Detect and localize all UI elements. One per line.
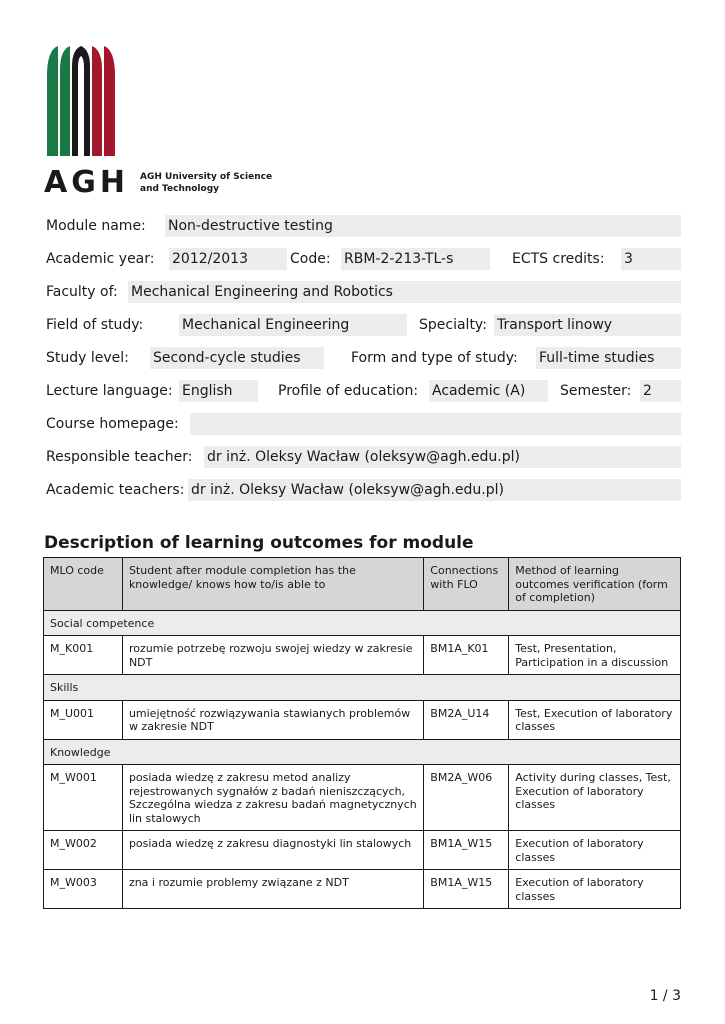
- row-desc: umiejętność rozwiązywania stawianych problemów w zakresie NDT: [122, 700, 423, 739]
- row-method: Test, Execution of laboratory classes: [509, 700, 681, 739]
- row-flo: BM2A_W06: [424, 765, 509, 831]
- table-row: [44, 700, 681, 739]
- academic-year-row: [46, 248, 681, 270]
- form-type-value: Full-time studies: [536, 347, 681, 369]
- study-level-value: Second-cycle studies: [150, 347, 324, 369]
- table-row: [44, 636, 681, 675]
- responsible-teacher-value: dr inż. Oleksy Wacław (oleksyw@agh.edu.pl): [204, 446, 681, 468]
- institution-name-line1: AGH University of Science: [140, 172, 273, 182]
- section-title: Skills: [44, 675, 681, 701]
- specialty-value: Transport linowy: [494, 314, 681, 336]
- outcomes-title: Description of learning outcomes for module: [44, 533, 474, 553]
- section-row: [44, 610, 681, 636]
- lecture-language-label: Lecture language:: [46, 383, 173, 399]
- outcomes-table: [43, 557, 681, 909]
- course-homepage-value: [190, 413, 681, 435]
- module-name-row: [46, 215, 681, 237]
- semester-label: Semester:: [560, 383, 632, 399]
- row-flo: BM1A_W15: [424, 831, 509, 870]
- profile-label: Profile of education:: [278, 383, 419, 399]
- row-method: Execution of laboratory classes: [509, 870, 681, 909]
- row-desc: zna i rozumie problemy związane z NDT: [122, 870, 423, 909]
- study-level-row: [46, 347, 681, 369]
- outcomes-header-row: [44, 558, 681, 611]
- row-code: M_K001: [44, 636, 123, 675]
- page-number: 1 / 3: [649, 988, 681, 1004]
- header-connections: Connections with FLO: [424, 558, 509, 611]
- responsible-teacher-row: [46, 446, 681, 468]
- profile-value: Academic (A): [429, 380, 548, 402]
- section-row: [44, 739, 681, 765]
- academic-teachers-row: [46, 479, 681, 501]
- code-value: RBM-2-213-TL-s: [341, 248, 490, 270]
- table-row: [44, 765, 681, 831]
- field-of-study-row: [46, 314, 681, 336]
- row-desc: rozumie potrzebę rozwoju swojej wiedzy w zakresie NDT: [122, 636, 423, 675]
- academic-year-label: Academic year:: [46, 251, 155, 267]
- row-method: Activity during classes, Test, Execution of laboratory classes: [509, 765, 681, 831]
- study-level-label: Study level:: [46, 350, 129, 366]
- lecture-language-row: [46, 380, 681, 402]
- row-desc: posiada wiedzę z zakresu diagnostyki lin stalowych: [122, 831, 423, 870]
- specialty-label: Specialty:: [419, 317, 487, 333]
- logo-letters: AGH: [44, 165, 129, 196]
- course-homepage-label: Course homepage:: [46, 416, 179, 432]
- row-desc: posiada wiedzę z zakresu metod analizy rejestrowanych sygnałów z badań nieniszczących, Szczególna wiedza z zakresu badań magnetycznych lin stalowych: [122, 765, 423, 831]
- row-method: Execution of laboratory classes: [509, 831, 681, 870]
- row-method: Test, Presentation, Participation in a discussion: [509, 636, 681, 675]
- header-code: MLO code: [44, 558, 123, 611]
- row-flo: BM1A_K01: [424, 636, 509, 675]
- module-name-label: Module name:: [46, 218, 146, 234]
- code-label: Code:: [290, 251, 331, 267]
- header-student: Student after module completion has the knowledge/ knows how to/is able to: [122, 558, 423, 611]
- field-of-study-label: Field of study:: [46, 317, 144, 333]
- module-name-value: Non-destructive testing: [165, 215, 681, 237]
- field-of-study-value: Mechanical Engineering: [179, 314, 407, 336]
- faculty-label: Faculty of:: [46, 284, 118, 300]
- row-code: M_W001: [44, 765, 123, 831]
- section-title: Social competence: [44, 610, 681, 636]
- agh-logo: [44, 46, 274, 196]
- section-title: Knowledge: [44, 739, 681, 765]
- semester-value: 2: [640, 380, 681, 402]
- row-code: M_U001: [44, 700, 123, 739]
- header-method: Method of learning outcomes verification (form of completion): [509, 558, 681, 611]
- lecture-language-value: English: [179, 380, 258, 402]
- institution-name-line2: and Technology: [140, 184, 220, 194]
- form-type-label: Form and type of study:: [351, 350, 518, 366]
- table-row: [44, 870, 681, 909]
- row-code: M_W002: [44, 831, 123, 870]
- academic-teachers-value: dr inż. Oleksy Wacław (oleksyw@agh.edu.pl): [188, 479, 681, 501]
- faculty-value: Mechanical Engineering and Robotics: [128, 281, 681, 303]
- row-flo: BM2A_U14: [424, 700, 509, 739]
- faculty-row: [46, 281, 681, 303]
- academic-teachers-label: Academic teachers:: [46, 482, 185, 498]
- ects-label: ECTS credits:: [512, 251, 605, 267]
- table-row: [44, 831, 681, 870]
- row-code: M_W003: [44, 870, 123, 909]
- section-row: [44, 675, 681, 701]
- row-flo: BM1A_W15: [424, 870, 509, 909]
- academic-year-value: 2012/2013: [169, 248, 287, 270]
- course-homepage-row: [46, 413, 681, 435]
- responsible-teacher-label: Responsible teacher:: [46, 449, 193, 465]
- ects-value: 3: [621, 248, 681, 270]
